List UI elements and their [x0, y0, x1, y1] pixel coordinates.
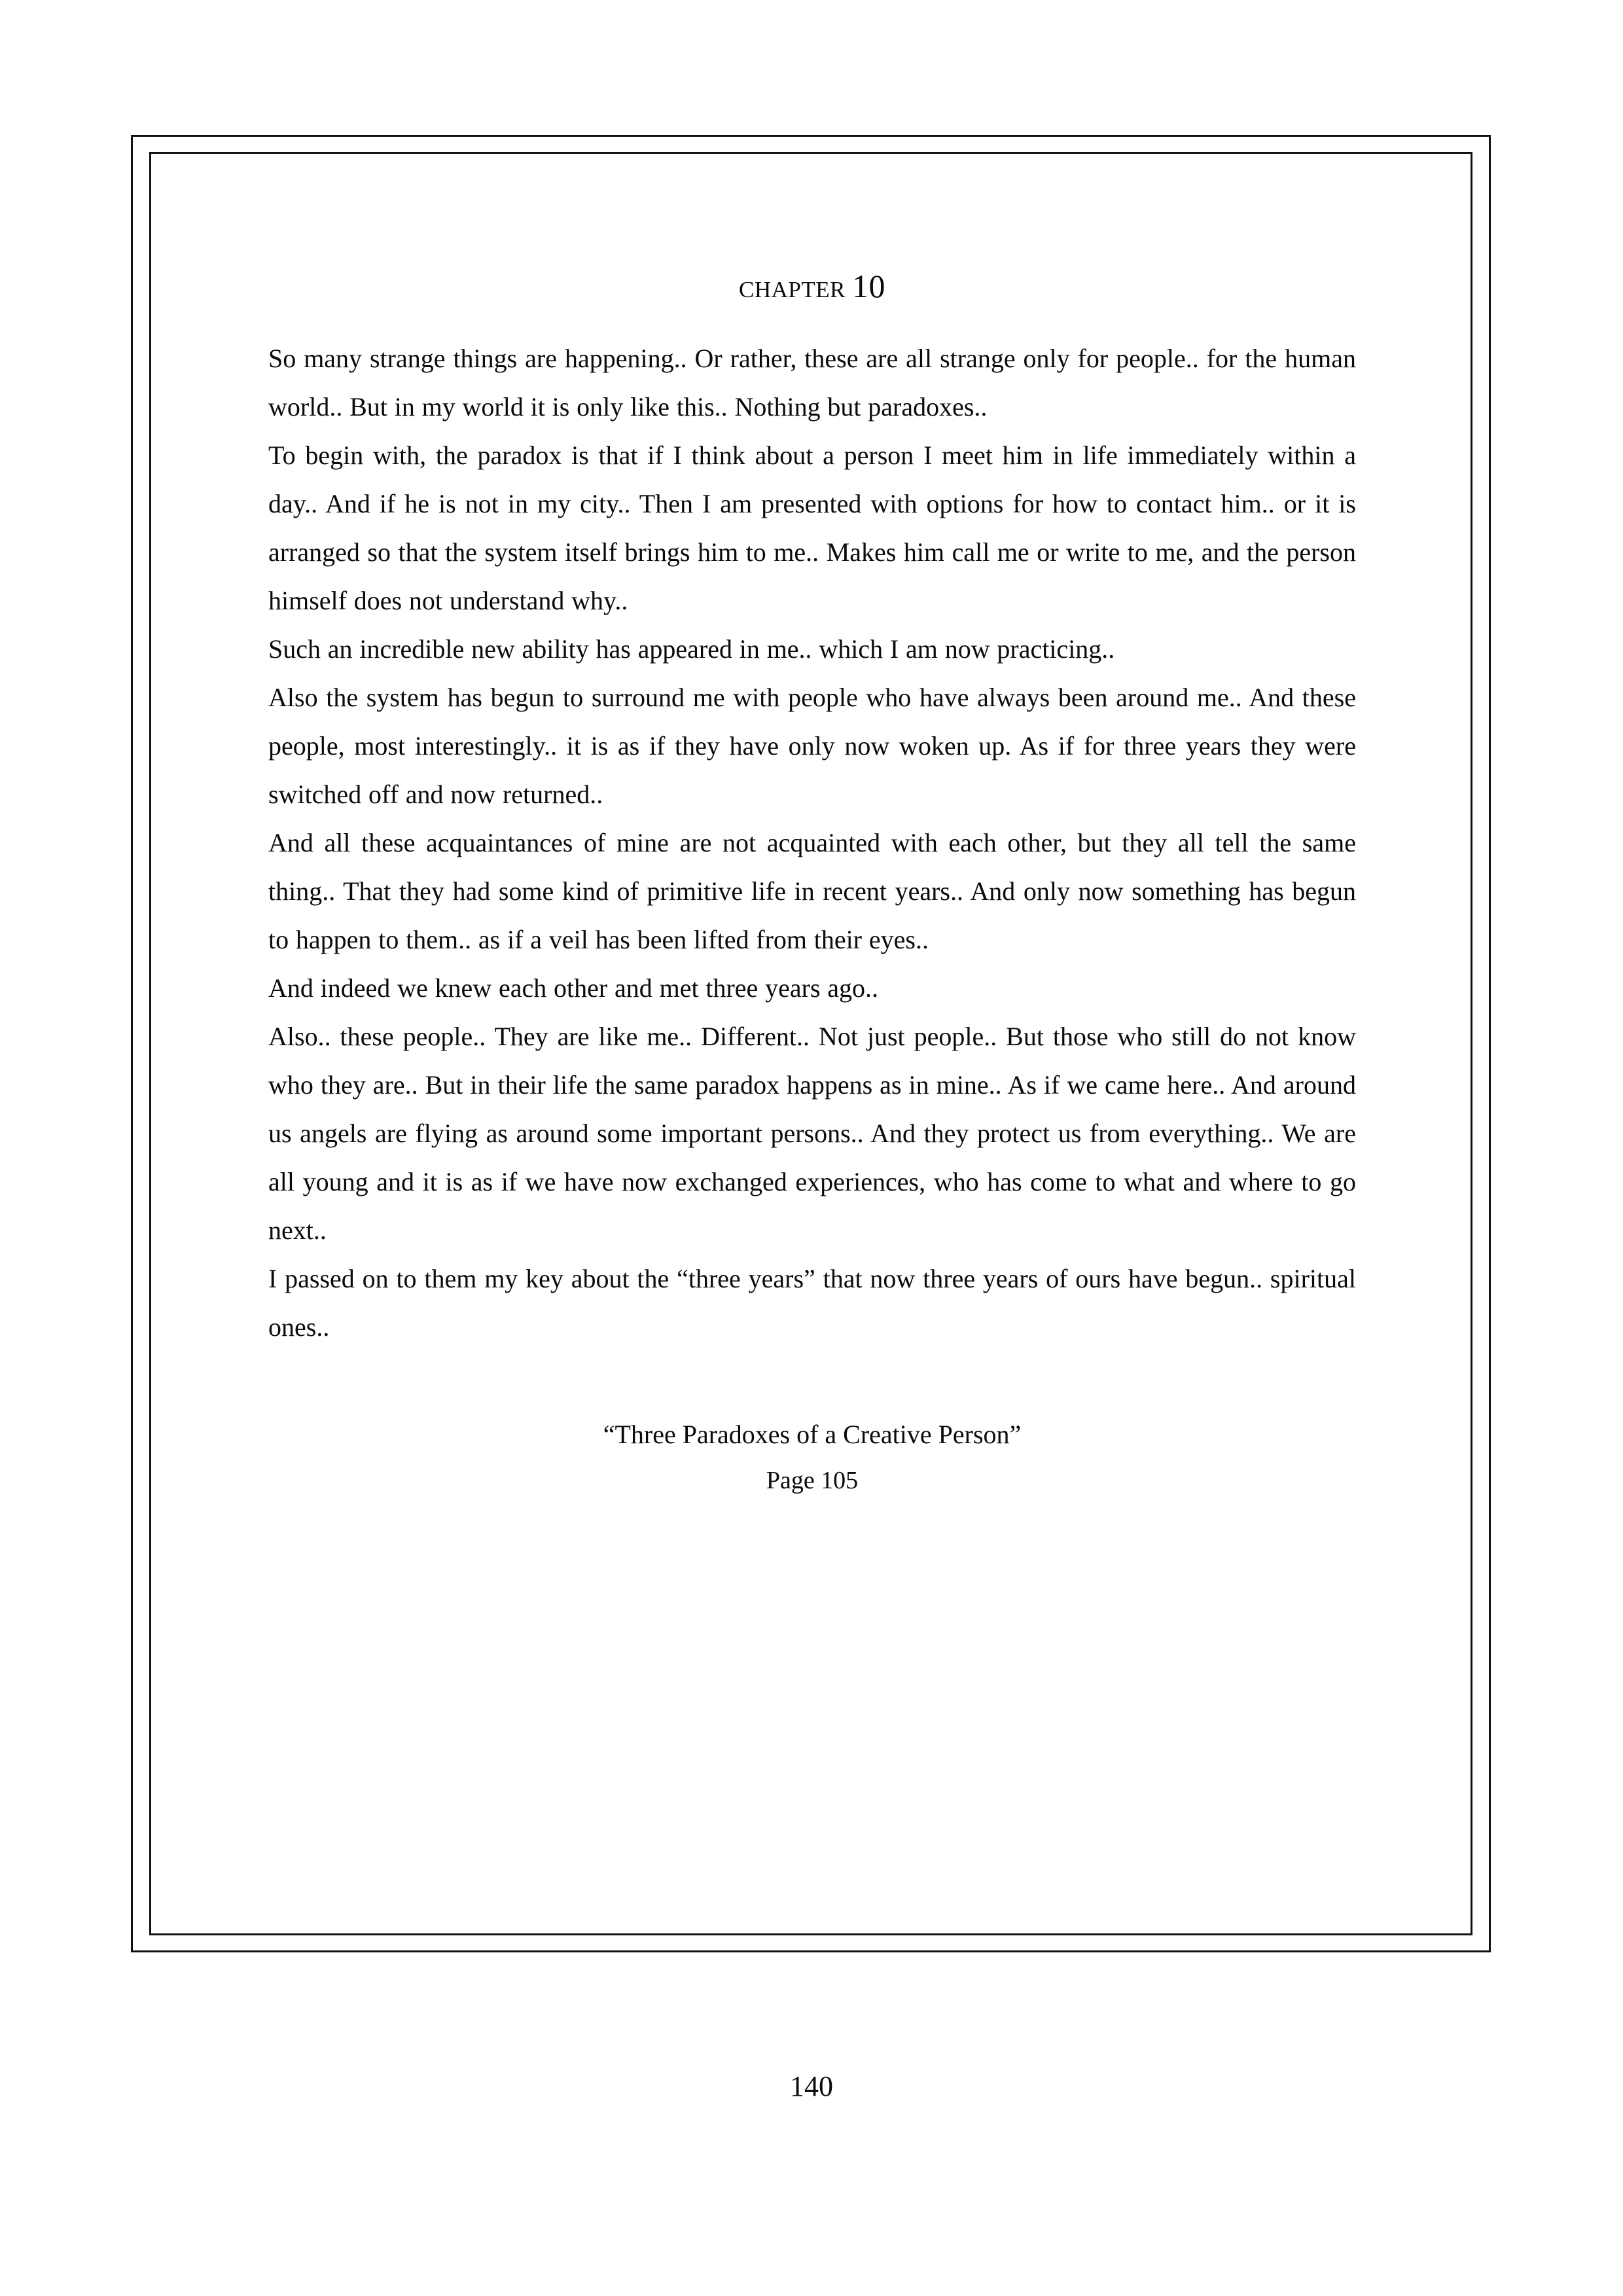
page-folio-number: 140: [790, 2070, 833, 2102]
paragraph: And indeed we knew each other and met three years ago..: [268, 973, 879, 1003]
paragraph: Also the system has begun to surround me with people who have always been around me.. And these people, most interestingly.. it is as if they have only now woken up. As if for three years they were switched off and now returned..: [268, 683, 1356, 809]
body-text: [268, 334, 1356, 1352]
paragraph: To begin with, the paradox is that if I think about a person I meet him in life immediately within a day.. And if he is not in my city.. Then I am presented with options for how to contact him.. or it is arranged so that the system itself brings him to me.. Makes him call me or write to me, and the person himself does not understand why..: [268, 440, 1356, 615]
page-content: [268, 268, 1356, 1503]
source-citation: [268, 1412, 1356, 1503]
chapter-heading: [268, 268, 1356, 304]
paragraph: So many strange things are happening.. Or rather, these are all strange only for people.. for the human world.. But in my world it is only like this.. Nothing but paradoxes..: [268, 344, 1356, 422]
paragraph: And all these acquaintances of mine are not acquainted with each other, but they all tell the same thing.. That they had some kind of primitive life in recent years.. And only now something has begun to happen to them.. as if a veil has been lifted from their eyes..: [268, 828, 1356, 954]
chapter-label: chapter: [739, 268, 846, 304]
citation-page-reference: Page 105: [766, 1467, 859, 1494]
paragraph: Such an incredible new ability has appeared in me.. which I am now practicing..: [268, 634, 1115, 664]
paragraph: Also.. these people.. They are like me.. Different.. Not just people.. But those who still do not know who they are.. But in their life the same paradox happens as in mine.. As if we came here.. And around us angels are flying as around some important persons.. And they protect us from everything.. We are all young and it is as if we have now exchanged experiences, who has come to what and where to go next..: [268, 1022, 1356, 1245]
chapter-number: 10: [851, 268, 885, 304]
paragraph: I passed on to them my key about the “three years” that now three years of ours have begun.. spiritual ones..: [268, 1264, 1356, 1342]
citation-title: “Three Paradoxes of a Creative Person”: [603, 1420, 1022, 1449]
